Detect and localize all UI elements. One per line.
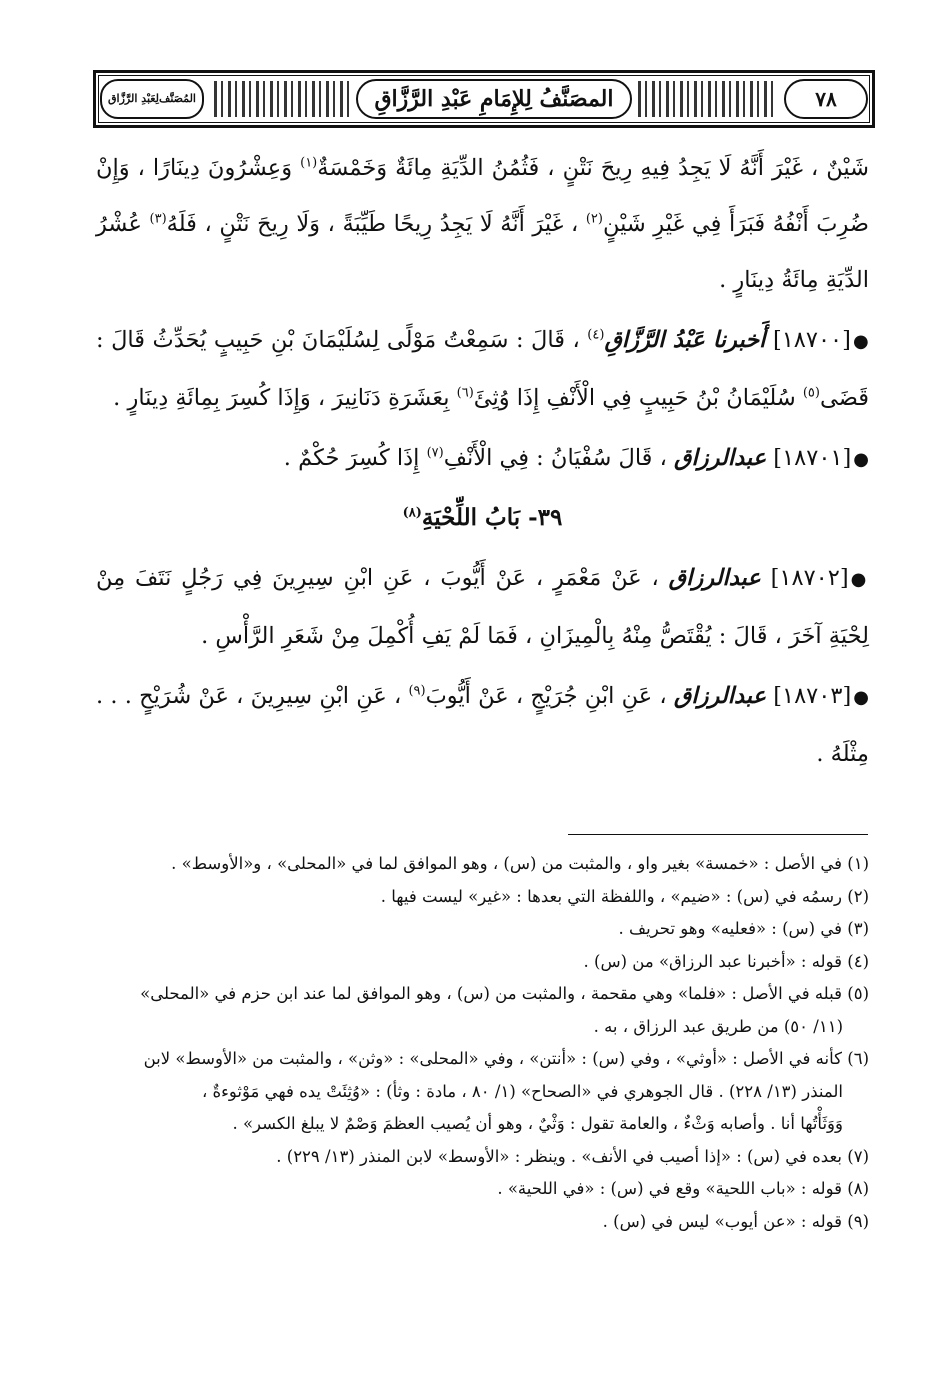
logo-line-1: المُصَنَّف (158, 92, 196, 105)
page-number: ٧٨ (784, 79, 868, 119)
footnote-ref-4: (٤) (587, 327, 605, 343)
text-segment: إِذَا كُسِرَ حُكْمٌ . (283, 445, 427, 471)
footnote-5: (٥) قبله في الأصل : «فلما» وهي مقحمة ، والمثبت من (س) ، وهو الموافق لما عند ابن حزم في «المحلى» (140, 984, 869, 1003)
header-ornament-right (638, 81, 775, 117)
main-text (96, 140, 869, 786)
footnote-6: (٦) كأنه في الأصل : «أوثي» ، وفي (س) : «أنتن» ، وفي «المحلى» : «وثن» ، والمثبت من «الأوسط» لابن (143, 1049, 869, 1068)
footnote-6-cont: المنذر (١٣/ ٢٢٨) . قال الجوهري في «الصحاح» (١/ ٨٠ ، مادة : وثأ) : «وُثِئَتْ يده فهي مَوْثوءةٌ ، (201, 1081, 843, 1101)
footnote-7: (٧) بعده في (س) : «إذا أصيب في الأنف» . وينظر : «الأوسط» لابن المنذر (١٣/ ٢٢٩) . (276, 1146, 869, 1166)
bullet-icon: ● (853, 687, 870, 708)
book-logo (100, 79, 204, 119)
text-segment: بِعَشَرَةِ دَنَانِيرَ ، وَإِذَا كُسِرَ بِمِائَةِ دِينَارٍ . (113, 385, 457, 411)
footnote-1: (١) في الأصل : «خمسة» بغير واو ، والمثبت من (س) ، وهو الموافق لما في «المحلى» ، و«الأوسط» . (171, 854, 869, 873)
text-segment: شَيْنٌ ، غَيْرَ أَنَّهُ لَا يَجِدُ فِيهِ رِيحَ نَتْنٍ ، فَثُمُنُ الدِّيَةِ مِائَةٌ وَخَمْسَةٌ (317, 155, 869, 181)
chapter-title: ٣٩- بَابُ اللِّحْيَةِ (421, 504, 563, 531)
text-segment: سُلَيْمَانُ بْنُ حَبِيبٍ فِي الْأَنْفِ إِذَا وُثِئَ (473, 385, 803, 411)
chapter-heading (96, 492, 869, 544)
hadith-18703 (96, 668, 869, 782)
footnote-3: (٣) في (س) : «فعليه» وهو تحريف . (618, 919, 869, 938)
running-title: المصَنَّفُ لِلإِمَامِ عَبْدِ الرَّزَّاقِ (356, 79, 631, 119)
footnote-9: (٩) قوله : «عن أيوب» ليس في (س) . (602, 1211, 869, 1231)
bullet-icon: ● (853, 449, 869, 470)
footnote-ref-7: (٧) (426, 445, 444, 461)
text-segment: ، عَنْ مَعْمَرٍ ، عَنْ أَيُّوبَ ، عَنِ ابْنِ سِيرِينَ فِي رَجُلٍ نَتَفَ مِنْ لِحْيَةِ آخَرَ ، قَالَ : يُقْتَصُّ مِنْهُ بِالْمِيزَانِ ، فَمَا لَمْ يَفِ أُكْمِلَ مِنْ شَعَرِ الرَّأْسِ . (96, 565, 869, 649)
hadith-18700 (96, 312, 869, 426)
hadith-number: [١٨٧٠٠] (772, 327, 851, 353)
text-segment: ، قَالَ سُفْيَانُ : فِي الْأَنْفِ (443, 445, 674, 471)
text-segment: ، عَنِ ابْنِ سِيرِينَ ، عَنْ شُرَيْحٍ . . . مِثْلَهُ . (96, 683, 869, 767)
footnote-8: (٨) قوله : «باب اللحية» وقع في (س) : «في اللحية» . (497, 1179, 869, 1198)
bullet-icon: ● (852, 331, 869, 352)
text-segment: ، غَيْرَ أَنَّهُ لَا يَجِدُ رِيحًا طَيِّبَةً ، وَلَا رِيحَ نَتْنٍ ، فَلَهُ (166, 211, 586, 237)
footnote-ref-3: (٣) (149, 211, 167, 227)
hadith-18701 (96, 430, 869, 488)
text-segment: ، قَالَ : سَمِعْتُ مَوْلًى لِسُلَيْمَانَ بْنِ حَبِيبٍ يُحَدِّثُ قَالَ : قَضَى (96, 327, 869, 411)
logo-line-2: لِعَبْدِ الرَّزَّاق (108, 92, 159, 105)
footnotes (96, 848, 869, 1238)
footnote-2: (٢) رسمُه في (س) : «ضيم» ، واللفظة التي بعدها : «غير» ليست فيها . (380, 886, 869, 906)
text-segment: وَعِشْرُونَ دِينَارًا ، وَإِنْ ضُرِبَ أَنْفُهُ فَبَرَأَ فِي غَيْرِ شَيْنٍ (96, 155, 869, 237)
footnote-ref-8: (٨) (402, 505, 422, 521)
footnote-ref-1: (١) (300, 155, 318, 171)
hadith-18702 (96, 550, 869, 664)
hadith-number: [١٨٧٠١] (773, 445, 852, 471)
footnote-ref-5: (٥) (802, 385, 820, 401)
continued-paragraph (96, 140, 869, 308)
page-header (93, 70, 875, 128)
footnote-4: (٤) قوله : «أخبرنا عبد الرزاق» من (س) . (583, 951, 869, 971)
footnote-6-cont: وَوَثَأْتُها أنا . وأصابه وَثْءٌ ، والعامة تقول : وَثْيٌ ، وهو أن يُصيب العظمَ وَصْمٌ لا يبلغ الكسر» . (232, 1114, 843, 1133)
footnote-ref-9: (٩) (408, 683, 426, 699)
narrator-name: عبدالرزاق (674, 445, 767, 471)
text-segment: ، عَنِ ابْنِ جُرَيْجٍ ، عَنْ أَيُّوبَ (425, 683, 674, 709)
footnote-5-cont: (١١/ ٥٠) من طريق عبد الرزاق ، به . (593, 1016, 843, 1036)
narrator-name: عبدالرزاق (673, 683, 766, 709)
hadith-number: [١٨٧٠٣] (773, 683, 852, 709)
narrator-name: أَخبرنا عَبْدُ الرَّزَّاقِ (604, 327, 766, 353)
header-ornament-left (214, 81, 351, 117)
bullet-icon: ● (850, 569, 870, 590)
hadith-number: [١٨٧٠٢] (770, 565, 849, 591)
footnote-ref-2: (٢) (585, 211, 603, 227)
narrator-name: عبدالرزاق (668, 565, 761, 591)
footnote-ref-6: (٦) (456, 385, 474, 401)
text-segment: عُشْرُ الدِّيَةِ مِائَةُ دِينَارٍ . (96, 211, 869, 293)
footnote-separator (568, 834, 868, 835)
